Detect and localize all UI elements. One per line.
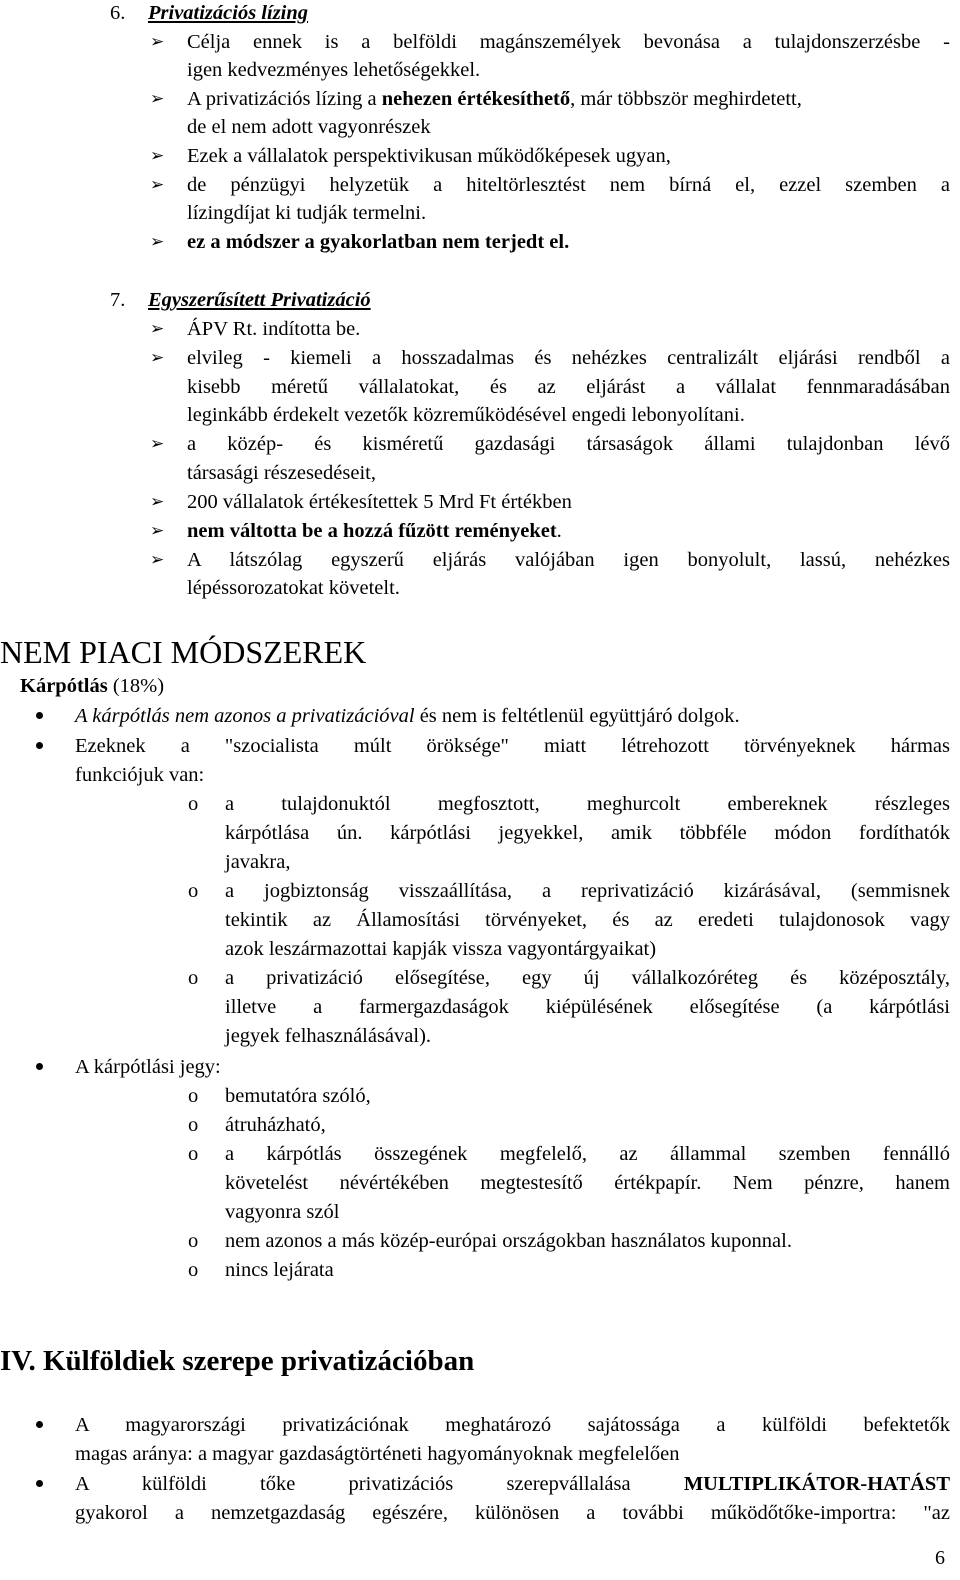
bullet-dot-icon: [36, 1063, 43, 1070]
list-item-text: elvileg - kiemeli a hosszadalmas és nehézkes centralizált eljárási rendből a: [187, 347, 950, 369]
subheading: Kárpótlás (18%): [20, 675, 165, 697]
list-item-text: követelést névértékében megtestesítő értékpapír. Nem pénzre, hanem: [225, 1172, 950, 1194]
list-item-text: a privatizáció elősegítése, egy új vállalkozóréteg és középosztály,: [225, 967, 950, 989]
list-item-text: ez a módszer a gyakorlatban nem terjedt el.: [187, 231, 570, 253]
arrow-bullet-icon: ➢: [150, 32, 165, 52]
bullet-dot-icon: [36, 1480, 43, 1487]
list-item-text: a közép- és kisméretű gazdasági társaságok állami tulajdonban lévő: [187, 433, 950, 455]
section-number: 6.: [110, 2, 126, 24]
arrow-bullet-icon: ➢: [150, 89, 165, 109]
list-item-text: A magyarországi privatizációnak meghatározó sajátossága a külföldi befektetők: [75, 1414, 950, 1436]
arrow-bullet-icon: ➢: [150, 550, 165, 570]
list-item-text: Ezek a vállalatok perspektivikusan működőképesek ugyan,: [187, 145, 671, 167]
list-item-text: gyakorol a nemzetgazdaság egészére, különösen a további működőtőke-importra: "az: [75, 1502, 950, 1524]
circle-bullet-icon: o: [188, 1143, 199, 1165]
section-title: Privatizációs lízing: [148, 2, 309, 24]
list-item-text: javakra,: [225, 851, 291, 873]
list-item-text: nincs lejárata: [225, 1259, 334, 1281]
circle-bullet-icon: o: [188, 1114, 199, 1136]
bullet-dot-icon: [36, 712, 43, 719]
list-item-text: bemutatóra szóló,: [225, 1085, 371, 1107]
circle-bullet-icon: o: [188, 1085, 199, 1107]
list-item-text: lépéssorozatokat követelt.: [187, 577, 400, 599]
arrow-bullet-icon: ➢: [150, 175, 165, 195]
list-item-text: a jogbiztonság visszaállítása, a reprivatizáció kizárásával, (semmisnek: [225, 880, 950, 902]
list-item-text: A látszólag egyszerű eljárás valójában igen bonyolult, lassú, nehézkes: [187, 549, 950, 571]
list-item-text: magas aránya: a magyar gazdaságtörténeti hagyományoknak megfelelően: [75, 1443, 680, 1465]
list-item-text: igen kedvezményes lehetőségekkel.: [187, 59, 481, 81]
list-item-text: A kárpótlás nem azonos a privatizációval és nem is feltétlenül együttjáró dolgok.: [75, 705, 740, 727]
list-item-text: de pénzügyi helyzetük a hiteltörlesztést nem bírná el, ezzel szemben a: [187, 174, 950, 196]
page-heading: NEM PIACI MÓDSZEREK: [0, 634, 367, 670]
list-item-text: tekintik az Államosítási törvényeket, és az eredeti tulajdonosok vagy: [225, 909, 950, 931]
list-item-text: lízingdíjat ki tudják termelni.: [187, 202, 427, 224]
list-item-text: funkciójuk van:: [75, 764, 205, 786]
list-item-text: de el nem adott vagyonrészek: [187, 116, 431, 138]
circle-bullet-icon: o: [188, 967, 199, 989]
arrow-bullet-icon: ➢: [150, 348, 165, 368]
arrow-bullet-icon: ➢: [150, 232, 165, 252]
bullet-dot-icon: [36, 1421, 43, 1428]
bullet-dot-icon: [36, 742, 43, 749]
list-item-text: A kárpótlási jegy:: [75, 1056, 221, 1078]
list-item-text: A külföldi tőke privatizációs szerepvállalása MULTIPLIKÁTOR-HATÁST: [75, 1473, 950, 1495]
list-item-text: A privatizációs lízing a nehezen értékesíthető, már többször meghirdetett,: [187, 88, 802, 110]
chapter-heading: IV. Külföldiek szerepe privatizációban: [0, 1345, 475, 1377]
list-item-text: társasági részesedéseit,: [187, 462, 376, 484]
list-item-text: 200 vállalatok értékesítettek 5 Mrd Ft értékben: [187, 491, 572, 513]
circle-bullet-icon: o: [188, 1230, 199, 1252]
list-item-text: Ezeknek a "szocialista múlt öröksége" miatt létrehozott törvényeknek hármas: [75, 735, 950, 757]
page-number: 6: [935, 1547, 945, 1569]
list-item-text: átruházható,: [225, 1114, 326, 1136]
list-item-text: azok leszármazottai kapják vissza vagyontárgyaikat): [225, 938, 657, 960]
list-item-text: leginkább érdekelt vezetők közreműködésével engedi lebonyolítani.: [187, 404, 745, 426]
list-item-text: illetve a farmergazdaságok kiépülésének elősegítése (a kárpótlási: [225, 996, 950, 1018]
list-item-text: nem váltotta be a hozzá fűzött reményeket.: [187, 520, 562, 542]
section-title: Egyszerűsített Privatizáció: [148, 289, 371, 311]
arrow-bullet-icon: ➢: [150, 146, 165, 166]
list-item-text: ÁPV Rt. indította be.: [187, 318, 361, 340]
arrow-bullet-icon: ➢: [150, 521, 165, 541]
list-item-text: vagyonra szól: [225, 1201, 340, 1223]
arrow-bullet-icon: ➢: [150, 319, 165, 339]
section-number: 7.: [110, 289, 126, 311]
list-item-text: jegyek felhasználásával).: [225, 1025, 432, 1047]
list-item-text: a tulajdonuktól megfosztott, meghurcolt embereknek részleges: [225, 793, 950, 815]
arrow-bullet-icon: ➢: [150, 492, 165, 512]
circle-bullet-icon: o: [188, 793, 199, 815]
list-item-text: nem azonos a más közép-európai országokban használatos kuponnal.: [225, 1230, 792, 1252]
circle-bullet-icon: o: [188, 1259, 199, 1281]
list-item-text: a kárpótlás összegének megfelelő, az állammal szemben fennálló: [225, 1143, 950, 1165]
list-item-text: kárpótlása ún. kárpótlási jegyekkel, amik többféle módon fordíthatók: [225, 822, 950, 844]
list-item-text: Célja ennek is a belföldi magánszemélyek bevonása a tulajdonszerzésbe -: [187, 31, 950, 53]
list-item-text: kisebb méretű vállalatokat, és az eljárást a vállalat fennmaradásában: [187, 376, 950, 398]
circle-bullet-icon: o: [188, 880, 199, 902]
arrow-bullet-icon: ➢: [150, 434, 165, 454]
emphasis-text: nehezen értékesíthető: [381, 88, 571, 110]
